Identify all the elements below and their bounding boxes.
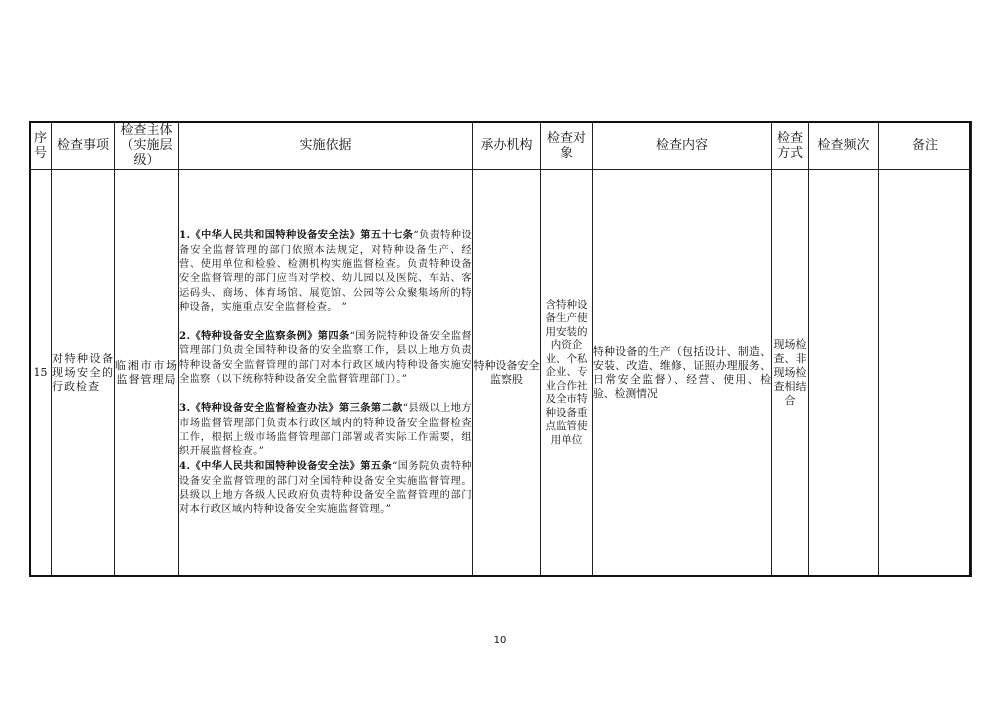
header-basis: 实施依据 bbox=[179, 122, 473, 170]
cell-remark bbox=[879, 170, 972, 577]
cell-seq: 15 bbox=[30, 170, 52, 577]
basis-clause-title: 4.《中华人民共和国特种设备安全法》第五条 bbox=[179, 460, 393, 473]
cell-org: 特种设备安全监察股 bbox=[473, 170, 541, 577]
basis-clause-text: “负责特种设备安全监督管理的部门依照本法规定，对特种设备生产、经营、使用单位和检验、检测机构实施监督检查。负责特种设备安全监督管理的部门应当对学校、幼儿园以及医院、车站、客运码头、商场、体育场馆、展览馆、公园等公众聚集场所的特种设备，实施重点安全监督检查。 ” bbox=[179, 230, 472, 313]
basis-clause-4 bbox=[179, 459, 472, 517]
basis-clause-1 bbox=[179, 228, 472, 315]
header-seq: 序号 bbox=[30, 122, 52, 170]
basis-clause-title: 1.《中华人民共和国特种设备安全法》第五十七条 bbox=[179, 229, 414, 242]
basis-clause-title: 3.《特种设备安全监督检查办法》第三条第二款 bbox=[179, 402, 403, 415]
cell-frequency bbox=[809, 170, 879, 577]
header-content: 检查内容 bbox=[593, 122, 772, 170]
cell-subject: 临湘市市场监督管理局 bbox=[115, 170, 179, 577]
table-header-row bbox=[30, 122, 972, 170]
basis-clause-text: “国务院负责特种设备安全监督管理的部门对全国特种设备安全实施监督管理。县级以上地方各级人民政府负责特种设备安全监督管理的部门对本行政区域内特种设备安全实施监督管理。” bbox=[179, 461, 472, 516]
header-subject: 检查主体（实施层级） bbox=[115, 122, 179, 170]
cell-content: 特种设备的生产（包括设计、制造、安装、改造、维修、证照办理服务、日常安全监督）、经营、使用、检验、检测情况 bbox=[593, 170, 772, 577]
header-frequency: 检查频次 bbox=[809, 122, 879, 170]
header-remark: 备注 bbox=[879, 122, 972, 170]
header-target: 检查对象 bbox=[541, 122, 593, 170]
inspection-table bbox=[29, 121, 972, 577]
cell-method: 现场检查、非现场检查相结合 bbox=[772, 170, 809, 577]
header-item: 检查事项 bbox=[52, 122, 115, 170]
basis-clause-3 bbox=[179, 401, 472, 459]
cell-basis bbox=[179, 170, 473, 577]
table-row bbox=[30, 170, 972, 577]
header-method: 检查方式 bbox=[772, 122, 809, 170]
cell-item: 对特种设备现场安全的行政检查 bbox=[52, 170, 115, 577]
basis-clause-text: “县级以上地方市场监督管理部门负责本行政区域内的特种设备安全监督检查工作，根据上级市场监督管理部门部署或者实际工作需要，组织开展监督检查。” bbox=[179, 403, 473, 458]
header-org: 承办机构 bbox=[473, 122, 541, 170]
basis-clause-title: 2.《特种设备安全监察条例》第四条 bbox=[179, 330, 350, 343]
page-number: 10 bbox=[493, 635, 507, 646]
cell-target: 含特种设备生产使用安装的内资企业、个私企业、专业合作社及全市特种设备重点监管使用单位 bbox=[541, 170, 593, 577]
basis-clause-2 bbox=[179, 329, 472, 387]
basis-clause-text: “国务院特种设备安全监督管理部门负责全国特种设备的安全监察工作，县以上地方负责特种设备安全监督管理的部门对本行政区域内特种设备实施安全监察（以下统称特种设备安全监督管理部门）。” bbox=[179, 331, 472, 385]
